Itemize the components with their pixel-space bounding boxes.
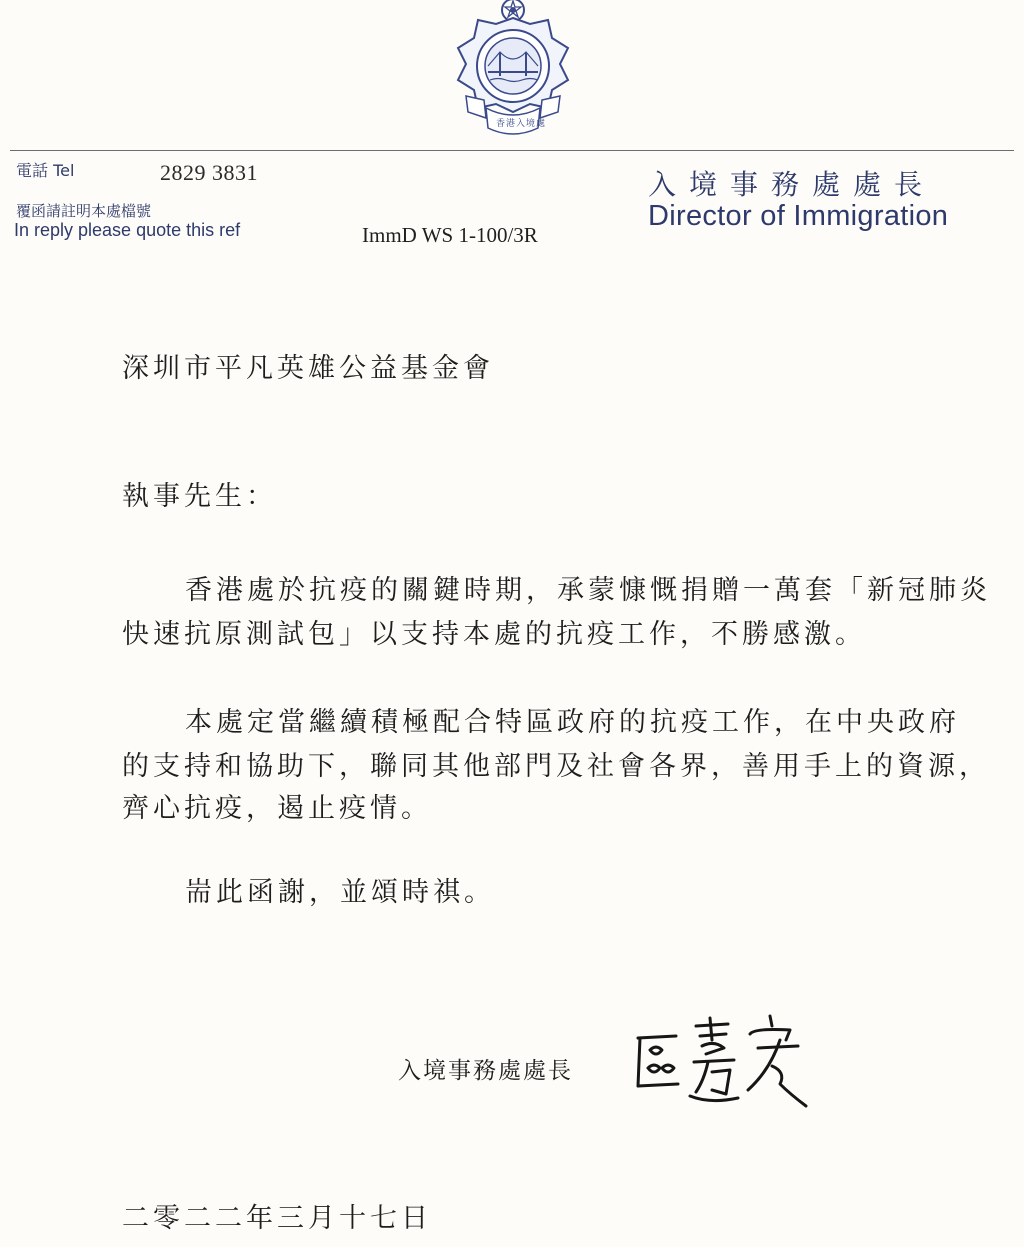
paragraph-2-line-2: 的支持和協助下，聯同其他部門及社會各界，善用手上的資源， <box>122 751 990 782</box>
reference-number: ImmD WS 1-100/3R <box>362 223 538 247</box>
closing-line: 耑此函謝，並頌時祺。 <box>185 877 495 908</box>
signer-title: 入境事務處處長 <box>398 1058 573 1084</box>
ref-label-zh: 覆函請註明本處檔號 <box>16 202 152 220</box>
letter-date: 二零二二年三月十七日 <box>122 1203 432 1234</box>
ref-label-en: In reply please quote this ref <box>14 220 241 240</box>
paragraph-2-line-1: 本處定當繼續積極配合特區政府的抗疫工作，在中央政府 <box>185 707 960 738</box>
office-title-zh: 入境事務處處長 <box>648 168 936 201</box>
tel-label: 電話 Tel <box>16 161 75 180</box>
crest-scroll-label: 香港入境處 <box>496 119 547 129</box>
paragraph-1-line-1: 香港處於抗疫的關鍵時期，承蒙慷慨捐贈一萬套「新冠肺炎 <box>185 575 991 606</box>
office-title-en: Director of Immigration <box>648 200 949 232</box>
recipient: 深圳市平凡英雄公益基金會 <box>122 353 494 384</box>
salutation: 執事先生： <box>122 481 277 512</box>
header-rule <box>10 150 1014 151</box>
paragraph-2-line-3: 齊心抗疫，遏止疫情。 <box>122 793 432 824</box>
handwritten-signature <box>630 1010 810 1110</box>
paragraph-1-line-2: 快速抗原測試包」以支持本處的抗疫工作，不勝感激。 <box>122 619 866 650</box>
tel-number: 2829 3831 <box>160 160 258 185</box>
